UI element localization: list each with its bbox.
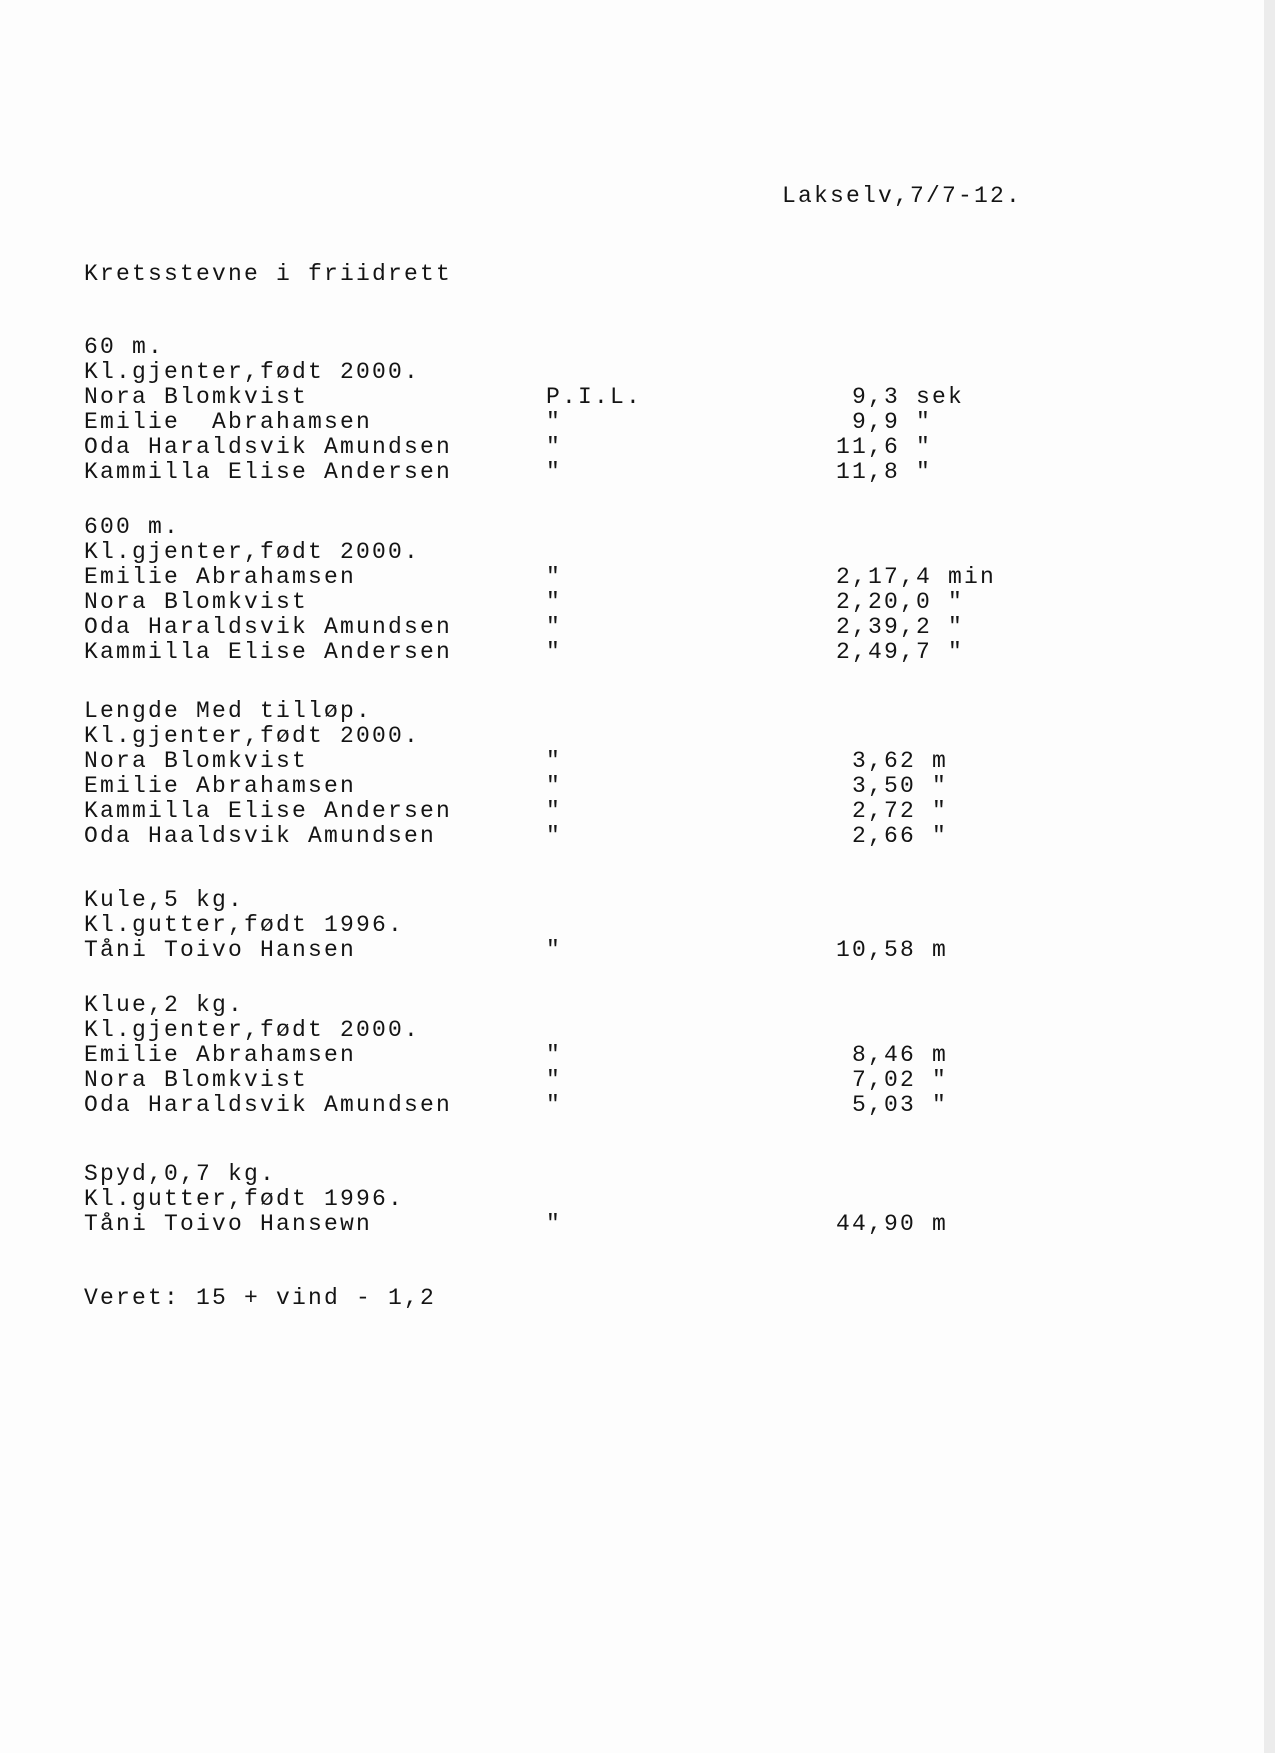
event-class: Kl.gjenter,født 2000. — [84, 539, 421, 565]
result-value: 2,39,2 " — [820, 614, 965, 640]
club-name: " — [546, 409, 563, 435]
club-name: " — [546, 589, 563, 615]
result-value: 2,20,0 " — [820, 589, 965, 615]
athlete-name: Nora Blomkvist — [84, 589, 309, 615]
event-name: 600 m. — [84, 514, 181, 540]
event-class: Kl.gutter,født 1996. — [84, 912, 405, 938]
club-name: " — [546, 1092, 563, 1118]
athlete-name: Oda Haraldsvik Amundsen — [84, 434, 453, 460]
athlete-name: Kammilla Elise Andersen — [84, 798, 453, 824]
result-row — [0, 1212, 1264, 1237]
result-row — [0, 590, 1264, 615]
athlete-name: Nora Blomkvist — [84, 748, 309, 774]
athlete-name: Kammilla Elise Andersen — [84, 459, 453, 485]
event-class: Kl.gjenter,født 2000. — [84, 1017, 421, 1043]
result-value: 2,17,4 min — [820, 564, 997, 590]
athlete-name: Oda Haraldsvik Amundsen — [84, 614, 453, 640]
document-title: Kretsstevne i friidrett — [84, 261, 453, 287]
result-value: 44,90 m — [820, 1211, 949, 1237]
result-row — [0, 1068, 1264, 1093]
result-value: 2,49,7 " — [820, 639, 965, 665]
athlete-name: Emilie Abrahamsen — [84, 1042, 357, 1068]
result-row — [0, 435, 1264, 460]
club-name: " — [546, 459, 563, 485]
club-name: " — [546, 798, 563, 824]
result-row — [0, 385, 1264, 410]
result-value: 5,03 " — [820, 1092, 949, 1118]
result-row — [0, 749, 1264, 774]
event-name: Spyd,0,7 kg. — [84, 1161, 277, 1187]
result-row — [0, 824, 1264, 849]
result-row — [0, 1043, 1264, 1068]
result-row — [0, 565, 1264, 590]
result-value: 3,50 " — [820, 773, 949, 799]
result-value: 8,46 m — [820, 1042, 949, 1068]
weather-note: Veret: 15 + vind - 1,2 — [84, 1285, 437, 1311]
result-value: 7,02 " — [820, 1067, 949, 1093]
athlete-name: Oda Haaldsvik Amundsen — [84, 823, 437, 849]
club-name: " — [546, 639, 563, 665]
athlete-name: Emilie Abrahamsen — [84, 409, 373, 435]
result-value: 3,62 m — [820, 748, 949, 774]
event-class: Kl.gjenter,født 2000. — [84, 723, 421, 749]
club-name: " — [546, 773, 563, 799]
result-row — [0, 799, 1264, 824]
club-name: " — [546, 748, 563, 774]
result-row — [0, 1093, 1264, 1118]
club-name: " — [546, 434, 563, 460]
result-row — [0, 410, 1264, 435]
event-name: Klue,2 kg. — [84, 992, 245, 1018]
result-row — [0, 640, 1264, 665]
result-value: 11,8 " — [820, 459, 933, 485]
result-row — [0, 460, 1264, 485]
athlete-name: Nora Blomkvist — [84, 384, 309, 410]
scan-edge — [1264, 0, 1275, 1753]
result-value: 9,9 " — [820, 409, 933, 435]
result-value: 2,72 " — [820, 798, 949, 824]
club-name: P.I.L. — [546, 384, 643, 410]
event-name: Lengde Med tilløp. — [84, 698, 373, 724]
athlete-name: Oda Haraldsvik Amundsen — [84, 1092, 453, 1118]
club-name: " — [546, 564, 563, 590]
athlete-name: Kammilla Elise Andersen — [84, 639, 453, 665]
club-name: " — [546, 1067, 563, 1093]
event-name: Kule,5 kg. — [84, 887, 245, 913]
result-value: 9,3 sek — [820, 384, 965, 410]
event-class: Kl.gjenter,født 2000. — [84, 359, 421, 385]
athlete-name: Emilie Abrahamsen — [84, 564, 357, 590]
result-value: 11,6 " — [820, 434, 933, 460]
athlete-name: Tåni Toivo Hansen — [84, 937, 357, 963]
result-row — [0, 774, 1264, 799]
athlete-name: Tåni Toivo Hansewn — [84, 1211, 373, 1237]
result-row — [0, 615, 1264, 640]
result-row — [0, 938, 1264, 963]
club-name: " — [546, 1042, 563, 1068]
club-name: " — [546, 614, 563, 640]
event-class: Kl.gutter,født 1996. — [84, 1186, 405, 1212]
event-name: 60 m. — [84, 334, 165, 360]
club-name: " — [546, 937, 563, 963]
result-value: 10,58 m — [820, 937, 949, 963]
club-name: " — [546, 1211, 563, 1237]
athlete-name: Emilie Abrahamsen — [84, 773, 357, 799]
athlete-name: Nora Blomkvist — [84, 1067, 309, 1093]
club-name: " — [546, 823, 563, 849]
document-date: Lakselv,7/7-12. — [782, 183, 1023, 209]
result-value: 2,66 " — [820, 823, 949, 849]
